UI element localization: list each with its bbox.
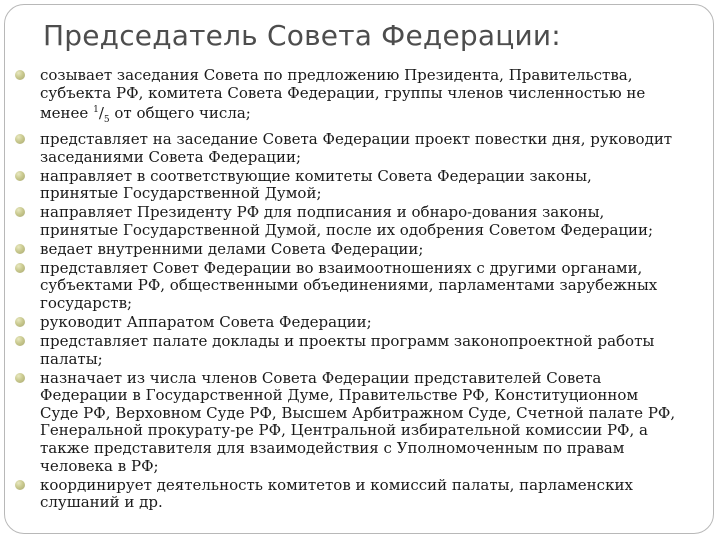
bullet-icon: [15, 244, 25, 254]
fraction-suffix: от общего числа;: [109, 104, 251, 123]
list-item-line: принятые Государственной Думой;: [40, 184, 322, 203]
duties-list: [5, 67, 705, 513]
list-item: [5, 241, 705, 259]
list-item-line: также представителя для взаимодействия с Уполномоченным по правам: [40, 439, 625, 457]
list-item-line: человека в РФ;: [40, 456, 159, 475]
list-item-line: координирует деятельность комитетов и комиссий палаты, парламенских: [40, 475, 633, 494]
bullet-icon: [15, 263, 25, 273]
list-item-line: слушаний и др.: [40, 493, 163, 512]
list-item: [5, 204, 705, 239]
list-item: [5, 333, 705, 368]
bullet-icon: [15, 134, 25, 144]
list-item: [5, 168, 705, 203]
list-item-line: направляет в соответствующие комитеты Совета Федерации законы,: [40, 166, 592, 185]
list-item-line: государств;: [40, 294, 133, 313]
list-item-line: представляет палате доклады и проекты программ законопроектной работы: [40, 332, 655, 351]
bullet-icon: [15, 207, 25, 217]
list-item: [5, 370, 705, 476]
bullet-icon: [15, 336, 25, 346]
bullet-icon: [15, 480, 25, 490]
slide-title: Председатель Совета Федерации:: [43, 19, 561, 52]
slide-frame: [4, 4, 714, 534]
list-item: [5, 67, 705, 130]
list-item-line: принятые Государственной Думой, после их одобрения Советом Федерации;: [40, 220, 654, 239]
list-item-line: назначает из числа членов Совета Федерации представителей Совета: [40, 368, 602, 387]
bullet-icon: [15, 373, 25, 383]
list-item-line: заседаниями Совета Федерации;: [40, 147, 301, 166]
list-item-line: Суде РФ, Верховном Суде РФ, Высшем Арбитражном Суде, Счетной палате РФ,: [40, 403, 676, 422]
bullet-icon: [15, 70, 25, 80]
fraction-numerator: 1: [93, 105, 99, 116]
list-item: [5, 260, 705, 313]
list-item-line: субъектами РФ, общественными объединениями, парламентами зарубежных: [40, 276, 658, 295]
list-item-line: представляет на заседание Совета Федерации проект повестки дня, руководит: [40, 130, 673, 149]
list-item-line: ведает внутренними делами Совета Федерации;: [40, 239, 424, 258]
list-item-line: Федерации в Государственной Думе, Правительстве РФ, Конституционном: [40, 386, 639, 405]
list-item-line: субъекта РФ, комитета Совета Федерации, группы членов численностью не: [40, 83, 646, 102]
list-item-line: представляет Совет Федерации во взаимоотношениях с другими органами,: [40, 258, 643, 277]
list-item: [5, 131, 705, 166]
list-item-line: руководит Аппаратом Совета Федерации;: [40, 313, 372, 332]
bullet-icon: [15, 171, 25, 181]
list-item-line: менее $^1/_5$ от общего числа;: [40, 104, 251, 126]
list-item: [5, 477, 705, 512]
list-item-line: Генеральной прокурату-ре РФ, Центральной избирательной комиссии РФ, а: [40, 421, 648, 440]
list-item-line: созывает заседания Совета по предложению Президента, Правительства,: [40, 66, 633, 84]
list-item-line: палаты;: [40, 349, 103, 368]
fraction-denominator: 5: [103, 115, 110, 126]
fraction-prefix: менее: [40, 104, 94, 123]
bullet-icon: [15, 317, 25, 327]
list-item-line: направляет Президенту РФ для подписания и обнаро-дования законы,: [40, 203, 605, 222]
list-item: [5, 314, 705, 332]
